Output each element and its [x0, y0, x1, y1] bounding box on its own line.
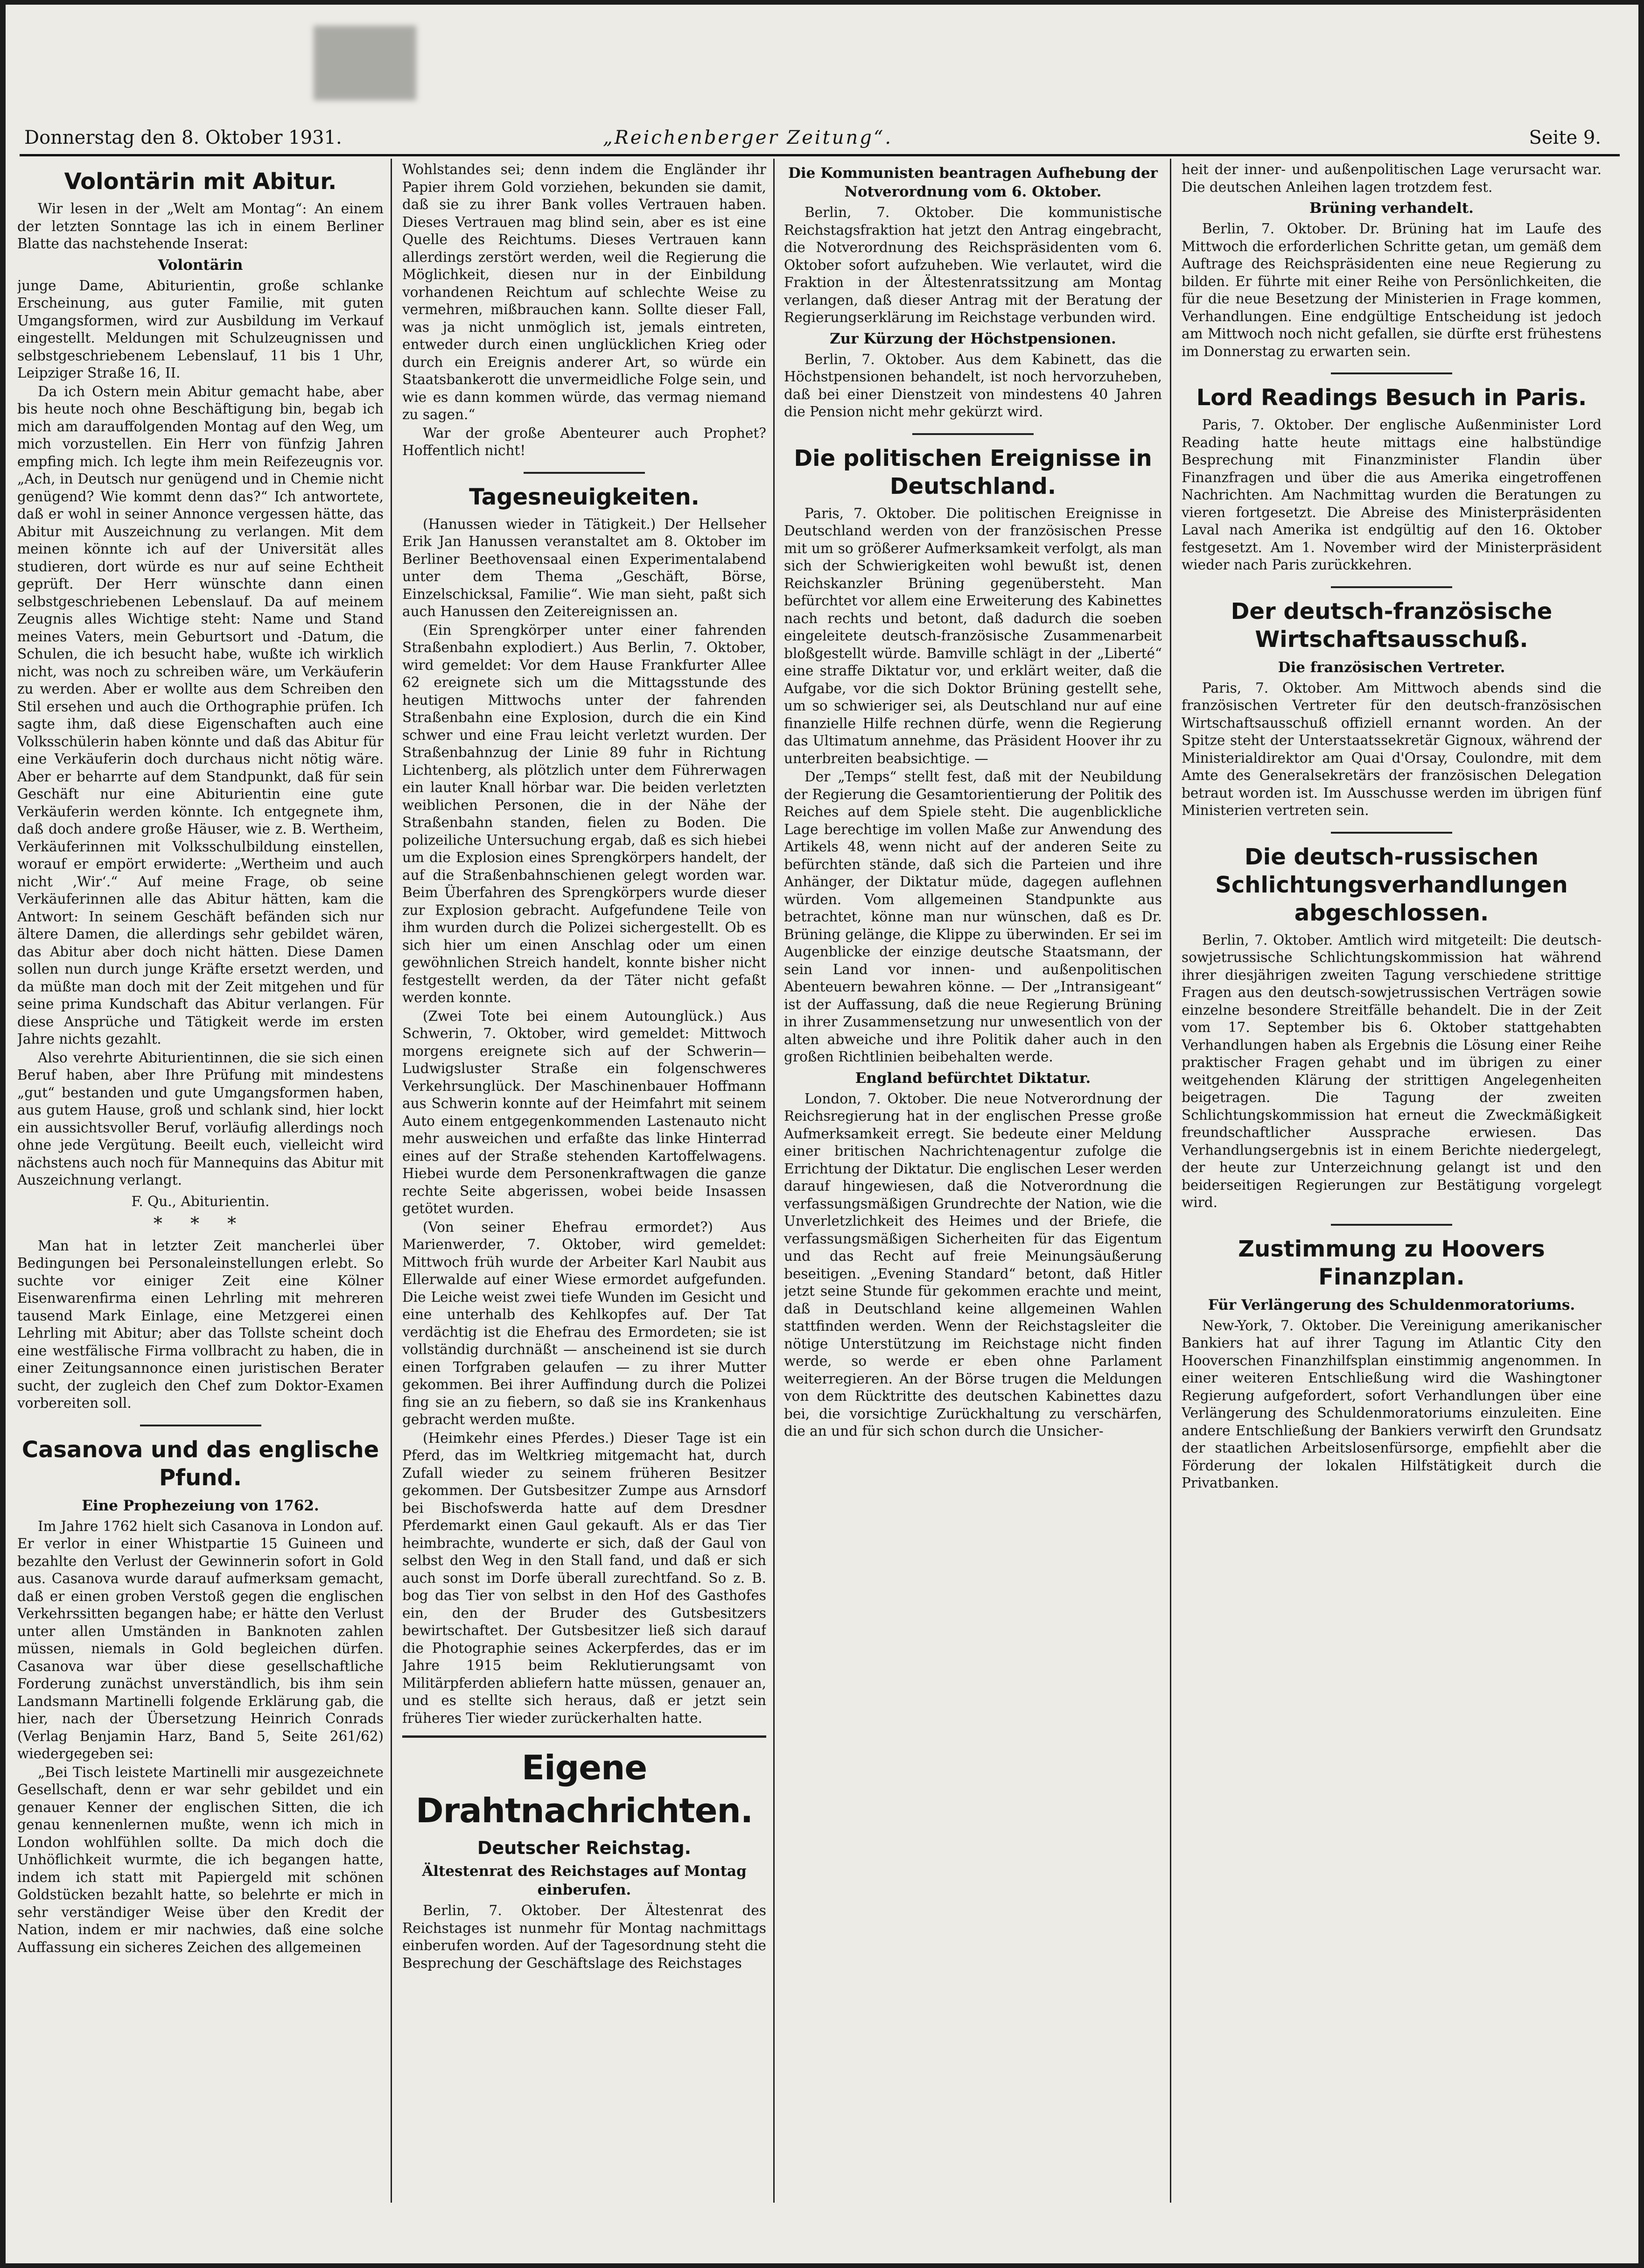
- article-title-schlichtung: Die deutsch-russischen Schlichtungsverhandlungen abgeschlossen.: [1215, 843, 1568, 926]
- article-title-volontaerin: Volontärin mit Abitur.: [64, 169, 337, 195]
- article-subtitle: Die französischen Vertreter.: [1278, 659, 1505, 676]
- column-1: [17, 161, 384, 2207]
- article-headline: England befürchtet Diktatur.: [855, 1069, 1091, 1087]
- issue-date: Donnerstag den 8. Oktober 1931.: [24, 127, 342, 148]
- column-3: [784, 161, 1162, 2207]
- newspaper-name: „Reichenberger Zeitung“.: [603, 127, 893, 148]
- masthead: [24, 124, 1620, 152]
- section-title-drahtnachrichten: Eigene Drahtnachrichten.: [415, 1748, 753, 1830]
- ad-title: Volontärin: [158, 256, 243, 274]
- article-paragraph: Im Jahre 1762 hielt sich Casanova in London auf. Er verlor in einer Whistpartie 15 Guineen und bezahlte den Verlust der Gewinnerin sofort in Gold aus. Casanova wurde darauf aufmerksam gemacht, daß er einen groben Verstoß gegen die englischen Verkehrssitten begangen habe; er hätte den Verlust unter allen Umständen in Banknoten zahlen müssen, niemals in Gold begleichen dürfen. Casanova war über diese gesellschaftliche Forderung zunächst unverständlich, bis ihm sein Landsmann Martinelli folgende Erklärung gab, die hier, nach der Übersetzung Heinrich Conrads (Verlag Benjamin Harz, Band 5, Seite 261/62) wiedergegeben sei:: [17, 1518, 384, 1762]
- article-headline: Zur Kürzung der Höchstpensionen.: [830, 330, 1116, 347]
- article-paragraph: Berlin, 7. Oktober. Die kommunistische Reichstagsfraktion hat jetzt den Antrag eingebracht, die Notverordnung des Reichspräsidenten vom 6. Oktober sofort aufzuheben. Wie verlautet, wird die Fraktion in der Ältestenratssitzung am Montag verlangen, daß dieser Antrag mit der Beratung der Regierungserklärung im Reichstage verbunden wird.: [784, 204, 1162, 325]
- article-paragraph: Berlin, 7. Oktober. Amtlich wird mitgeteilt: Die deutsch-sowjetrussische Schlichtungskommission hat während ihrer diesjährigen zweiten Tagung verschiedene strittige Fragen aus den deutsch-sowjetrussischen Verträgen sowie einzelne besondere Streitfälle behandelt. Die in der Zeit vom 17. September bis 6. Oktober stattgehabten Verhandlungen haben als Ergebnis die Lösung einer Reihe praktischer Fragen gehabt und im übrigen zu einer weitgehenden Klärung der strittigen Angelegenheiten beigetragen. Die Tagung der zweiten Schlichtungskommission hat erneut die Zweckmäßigkeit freundschaftlicher Aussprache erwiesen. Das Verhandlungsergebnis ist in einem Berichte niedergelegt, der heute zur Unterzeichnung gelangt ist und den beiderseitigen Regierungen zur Bestätigung vorgelegt wird.: [1182, 932, 1602, 1210]
- article-title-lord-reading: Lord Readings Besuch in Paris.: [1196, 385, 1587, 411]
- article-paragraph: War der große Abenteurer auch Prophet? Hoffentlich nicht!: [402, 425, 766, 458]
- column-4: [1182, 161, 1602, 2207]
- article-paragraph: Da ich Ostern mein Abitur gemacht habe, aber bis heute noch ohne Beschäftigung bin, begab ich mich am darauffolgenden Montag auf den Weg, um mich vorzustellen. Ein Herr von fünfzig Jahren empfing mich. Ich legte ihm mein Reifezeugnis vor. „Ach, in Deutsch nur genügend und in Chemie nicht genügend? Wie kommt denn das?“ Ich antwortete, daß er wohl in seiner Annonce vergessen hätte, das Abitur mit Auszeichnung zu verlangen. Mit dem meinen könnte ich auf der Universität alles studieren, dort würde es nur auf seine Echtheit geprüft. Der Herr wünschte dann einen selbstgeschriebenen Lebenslauf. Da auf meinem Zeugnis alles Wichtige steht: Name und Stand meines Vaters, mein Geburtsort und -Datum, die Schulen, die ich besucht habe, wußte ich wirklich nicht, was noch zu schreiben wäre, um Verkäuferin zu werden. Aber er wollte aus dem Schreiben den Stil ersehen und auch die Orthographie prüfen. Ich sagte ihm, daß diese Eigenschaften auch eine Volksschülerin haben könnte und daß das Abitur für eine Verkäuferin doch durchaus nicht nötig wäre. Aber er beharrte auf dem Standpunkt, daß für sein Geschäft nur eine Abiturientin eine gute Verkäuferin werden könnte. Ich entgegnete ihm, daß doch andere große Häuser, wie z. B. Wertheim, Verkäuferinnen mit Volksschulbildung einstellen, worauf er empört erwiderte: „Wertheim und auch nicht ‚Wir‘.“ Auf meine Frage, ob seine Verkäuferinnen alle das Abitur hätten, kam die Antwort: In seinem Geschäft befänden sich nur ältere Damen, die allerdings sehr gebildet wären, das Abitur aber doch nicht hätten. Diese Damen sollen nun durch junge Kräfte ersetzt werden, und da müßte man doch mit der Zeit mitgehen und für seine prima Kundschaft das Abitur verlangen. Für diese Ansprüche und Tätigkeit werde im ersten Jahre nichts gezahlt.: [17, 383, 384, 1047]
- article-title-casanova: Casanova und das englische Pfund.: [21, 1436, 379, 1491]
- article-paragraph: London, 7. Oktober. Die neue Notverordnung der Reichsregierung hat in der englischen Presse große Aufmerksamkeit erregt. Sie bedeute einer Meldung einer britischen Nachrichtenagentur zufolge die Errichtung der Diktatur. Die englischen Leser werden darauf hingewiesen, daß die Notverordnung die verfassungsmäßigen Grundrechte der Nation, wie die Unverletzlichkeit des Heimes und der Briefe, die verfassungsmäßigen Sicherheiten für das Eigentum und das Recht auf freie Meinungsäußerung beseitigen. „Evening Standard“ betont, daß Hitler jetzt seine Stunde für gekommen erachte und meint, daß in Deutschland keine allgemeinen Wahlen stattfinden werden. Wenn der Reichstagsleiter die nötige Unterstützung im Reichstage nicht finden werde, so werde er eben ohne Parlament weiterregieren. An der Börse trugen die Meldungen von dem Rücktritte des deutschen Kabinettes dazu bei, die vorsichtige Zurückhaltung zu verschärfen, die an und für sich schon durch die Unsicher-: [784, 1090, 1162, 1439]
- scan-smudge: [314, 26, 416, 100]
- article-paragraph: Also verehrte Abiturientinnen, die sie sich einen Beruf haben, aber Ihre Prüfung mit mindestens „gut“ bestanden und gute Umgangsformen haben, aus gutem Hause, groß und schlank sind, hier lockt ein aussichtsvoller Beruf, vorläufig allerdings noch ohne jede Vergütung. Beeilt euch, vielleicht wird nächstens auch noch für Mannequins das Abitur mit Auszeichnung verlangt.: [17, 1049, 384, 1188]
- article-signature: F. Qu., Abiturientin.: [131, 1193, 270, 1209]
- section-rule: [1331, 832, 1452, 834]
- article-headline: Brüning verhandelt.: [1309, 200, 1474, 217]
- section-rule: [912, 433, 1034, 435]
- article-headline: Ältestenrat des Reichstages auf Montag einberufen.: [422, 1863, 747, 1898]
- ad-text: junge Dame, Abiturientin, große schlanke Erscheinung, aus guter Familie, mit guten Umgangsformen, wird zur Ausbildung im Verkauf eingestellt. Meldungen mit Schulzeugnissen und selbstgeschriebenem Lebenslauf, 11 bis 1 Uhr, Leipziger Straße 16, II.: [17, 277, 384, 381]
- news-item: (Hanussen wieder in Tätigkeit.) Der Hellseher Erik Jan Hanussen veranstaltet am 8. Oktober im Berliner Beethovensaal einen Experimentalabend unter dem Thema „Geschäft, Börse, Einzelschicksal, Familie“. Wie man sieht, paßt sich auch Hanussen den Zeitereignissen an.: [402, 516, 766, 619]
- section-rule: [1331, 1224, 1452, 1226]
- article-paragraph: Paris, 7. Oktober. Der englische Außenminister Lord Reading hatte heute mittags eine halbstündige Besprechung mit Finanzminister Flandin über Finanzfragen und über die aus Amerika eingetroffenen Nachrichten. Am Nachmittag wurden die Beratungen zu vieren fortgesetzt. Die Abreise des Ministerpräsidenten Laval nach Amerika ist endgültig auf den 16. Oktober festgesetzt. Am 1. November wird der Ministerpräsident wieder nach Paris zurückkehren.: [1182, 417, 1602, 573]
- article-paragraph: New-York, 7. Oktober. Die Vereinigung amerikanischer Bankiers hat auf ihrer Tagung im Atlantic City den Hooverschen Finanzhilfsplan einstimmig angenommen. In einer weiteren Entschließung wird die Washingtoner Regierung aufgefordert, sofort Verhandlungen über eine Verlängerung des Schuldenmoratoriums einzuleiten. Eine andere Entschließung der Bankiers verwirft den Grundsatz der staatlichen Arbeitslosenfürsorge, empfiehlt aber die Förderung der lokalen Hilfstätigkeit durch die Privatbanken.: [1182, 1317, 1602, 1491]
- section-rule: [140, 1425, 261, 1426]
- article-paragraph: Wohlstandes sei; denn indem die Engländer ihr Papier ihrem Gold vorziehen, bekunden sie damit, daß sie zu ihrer Bank volles Vertrauen haben. Dieses Vertrauen mag blind sein, aber es ist eine Quelle des Reichtums. Dieses Vertrauen kann allerdings zerstört werden, weil die Regierung die Möglichkeit, diesen nur in der Einbildung vorhandenen Reichtum auf schlechte Weise zu vermehren, mißbrauchen kann. Sollte dieser Fall, was ja nicht unmöglich ist, jemals eintreten, entweder durch einen unglücklichen Krieg oder durch ein Ereignis anderer Art, so würde ein Staatsbankerott die unvermeidliche Folge sein, und wie es dann kommen würde, das vermag niemand zu sagen.“: [402, 161, 766, 422]
- column-divider: [773, 159, 775, 2203]
- section-title-tagesneuigkeiten: Tagesneuigkeiten.: [469, 484, 700, 510]
- article-paragraph: heit der inner- und außenpolitischen Lage verursacht war. Die deutschen Anleihen lagen trotzdem fest.: [1182, 161, 1602, 195]
- article-paragraph: Paris, 7. Oktober. Die politischen Ereignisse in Deutschland werden von der französischen Presse mit um so größerer Aufmerksamkeit verfolgt, als man sich der Schwierigkeiten wohl bewußt ist, denen Reichskanzler Brüning gegenübersteht. Man befürchtet vor allem eine Erweiterung des Kabinettes nach rechts und betont, daß dadurch die soeben eingeleitete deutsch-französische Zusammenarbeit bloßgestellt würde. Bamville schlägt in der „Liberté“ eine straffe Diktatur vor, und erklärt weiter, daß die Aufgabe, vor die sich Doktor Brüning gestellt sehe, um so schwieriger sei, als Deutschland nur auf eine finanzielle Hilfe rechnen dürfe, wenn die Regierung das Ultimatum annehme, das Präsident Hoover ihr zu unterbreiten beabsichtige. —: [784, 505, 1162, 766]
- article-subtitle: Eine Prophezeiung von 1762.: [82, 1497, 319, 1514]
- section-subtitle: Deutscher Reichstag.: [477, 1838, 692, 1858]
- column-divider: [1170, 159, 1171, 2203]
- news-item: (Ein Sprengkörper unter einer fahrenden Straßenbahn explodiert.) Aus Berlin, 7. Oktober, wird gemeldet: Vor dem Hause Frankfurter Allee 62 ereignete sich um die Mittagsstunde des heutigen Mittwochs unter der fahrenden Straßenbahn eine Explosion, durch die ein Kind schwer und eine Frau leicht verletzt wurden. Der Straßenbahnzug der Linie 89 fuhr in Richtung Lichtenberg, als plötzlich unter dem Führerwagen ein lauter Knall hörbar war. Die beiden verletzten weiblichen Personen, die in der Nähe der Straßenbahn standen, fielen zu Boden. Die polizeiliche Untersuchung ergab, daß es sich hiebei um die Explosion eines Sprengkörpers handelt, der auf die Straßenbahnschienen gelegt worden war. Beim Überfahren des Sprengkörpers wurde dieser zur Explosion gebracht. Aufgefundene Teile von ihm wurden durch die Polizei sichergestellt. Ob es sich hier um einen Anschlag oder um einen gewöhnlichen Streich handelt, konnte bisher nicht festgestellt werden, da der Täter nicht gefaßt werden konnte.: [402, 622, 766, 1005]
- article-paragraph: Wir lesen in der „Welt am Montag“: An einem der letzten Sonntage las ich in einem Berliner Blatte das nachstehende Inserat:: [17, 201, 384, 252]
- section-rule: [1331, 586, 1452, 588]
- section-rule: [402, 1735, 766, 1738]
- section-rule: [524, 472, 645, 474]
- article-title-politische-ereignisse: Die politischen Ereignisse in Deutschland.: [794, 445, 1152, 499]
- article-title-hoover: Zustimmung zu Hoovers Finanzplan.: [1238, 1236, 1545, 1290]
- header-rule: [20, 154, 1620, 156]
- news-item: (Von seiner Ehefrau ermordet?) Aus Marienwerder, 7. Oktober, wird gemeldet: Mittwoch früh wurde der Arbeiter Karl Naubit aus Ellerwalde auf einer Wiese ermordet aufgefunden. Die Leiche weist zwei tiefe Wunden im Gesicht und eine unterhalb des Kehlkopfes auf. Der Tat verdächtig ist die Ehefrau des Ermordeten; sie ist vollständig durchnäßt — anscheinend ist sie durch einen Torfgraben gelaufen — zu ihrer Mutter gekommen. Bei ihrer Auffindung durch die Polizei fing sie an zu fiebern, so daß sie ins Krankenhaus gebracht werden mußte.: [402, 1219, 766, 1427]
- article-paragraph: Berlin, 7. Oktober. Dr. Brüning hat im Laufe des Mittwoch die erforderlichen Schritte getan, um gemäß dem Auftrage des Reichspräsidenten eine neue Regierung zu bilden. Er führte mit einer Reihe von Persönlichkeiten, die für die neue Besetzung der Ministerien in Frage kommen, Verhandlungen. Eine endgültige Entscheidung ist jedoch am Mittwoch noch nicht gefallen, sie dürfte erst frühestens im Donnerstag zu erwarten sein.: [1182, 221, 1602, 359]
- news-item: (Zwei Tote bei einem Autounglück.) Aus Schwerin, 7. Oktober, wird gemeldet: Mittwoch morgens ereignete sich auf der Schwerin—Ludwigsluster Straße ein folgenschweres Verkehrsunglück. Der Maschinenbauer Hoffmann aus Schwerin konnte auf der Heimfahrt mit seinem Auto einem entgegenkommenden Lastenauto nicht mehr ausweichen und erfaßte das linke Hinterrad eines auf der Straße stehenden Kartoffelwagens. Hiebei wurde dem Personenkraftwagen die ganze rechte Seite abgerissen, wobei beide Insassen getötet wurden.: [402, 1008, 766, 1216]
- article-paragraph: Berlin, 7. Oktober. Der Ältestenrat des Reichstages ist nunmehr für Montag nachmittags einberufen worden. Auf der Tagesordnung steht die Besprechung der Geschäftslage des Reichstages: [402, 1903, 766, 1971]
- article-paragraph: Paris, 7. Oktober. Am Mittwoch abends sind die französischen Vertreter für den deutsch-französischen Wirtschaftsausschuß offiziell ernannt worden. An der Spitze steht der Unterstaatssekretär Gignoux, während der Ministerialdirektor am Quai d'Orsay, Coulondre, mit dem Amte des Generalsekretärs der französischen Delegation betraut worden ist. Im Ausschusse werden im übrigen fünf Ministerien vertreten sein.: [1182, 680, 1602, 818]
- article-subtitle: Für Verlängerung des Schuldenmoratoriums.: [1208, 1296, 1575, 1313]
- article-title-wirtschaftsausschuss: Der deutsch-französische Wirtschaftsausschuß.: [1231, 598, 1553, 653]
- page-number: Seite 9.: [1529, 127, 1601, 148]
- section-stars: * * *: [153, 1213, 248, 1234]
- newspaper-page: [6, 5, 1638, 2263]
- article-paragraph: Der „Temps“ stellt fest, daß mit der Neubildung der Regierung die Gesamtorientierung der Politik des Reiches auf dem Spiele steht. Die augenblickliche Lage berechtige im vollen Maße zur Anwendung des Artikels 48, wenn nicht auf der anderen Seite zu befürchten stände, daß sich die Parteien und ihre Anhänger, der Diktatur müde, dagegen auflehnen würden. Vom allgemeinen Standpunkte aus betrachtet, könne man nur wünschen, daß es Dr. Brüning gelänge, die Klippe zu überwinden. Er sei im Augenblicke der einzige deutsche Staatsmann, der sein Land vor innen- und außenpolitischen Abenteuern bewahren könne. — Der „Intransigeant“ ist der Auffassung, daß die neue Regierung Brüning in ihrer Zusammensetzung nur unwesentlich von der alten abweiche und ihre Politik daher auch in den großen Richtlinien beibehalten werde.: [784, 769, 1162, 1065]
- article-paragraph: Man hat in letzter Zeit mancherlei über Bedingungen bei Personaleinstellungen erlebt. So suchte vor einiger Zeit eine Kölner Eisenwarenfirma einen Lehrling mit mehreren tausend Mark Einlage, eine Metzgerei einen Lehrling mit Abitur; aber das Tollste scheint doch eine westfälische Firma vollbracht zu haben, die in einer Zeitungsannonce einen juristischen Berater sucht, der zugleich den Chef zum Doktor-Examen vorbereiten soll.: [17, 1237, 384, 1411]
- article-paragraph: Berlin, 7. Oktober. Aus dem Kabinett, das die Höchstpensionen behandelt, ist noch hervorzuheben, daß bei einer Dienstzeit von mindestens 40 Jahren die Pension nicht mehr gekürzt wird.: [784, 351, 1162, 420]
- column-2: [402, 161, 766, 2207]
- news-item: (Heimkehr eines Pferdes.) Dieser Tage ist ein Pferd, das im Weltkrieg mitgemacht hat, durch Zufall wieder zu seinem früheren Besitzer gekommen. Der Gutsbesitzer Zumpe aus Arnsdorf bei Bischofswerda hatte auf dem Dresdner Pferdemarkt einen Gaul gekauft. Als er das Tier heimbrachte, wunderte er sich, daß der Gaul von selbst den Weg in den Stall fand, und daß er sich auch sonst im Dorfe überall zurechtfand. So z. B. bog das Tier von selbst in den Hof des Gasthofes ein, den der Bruder des Gutsbesitzers bewirtschaftet. Der Gutsbesitzer ließ sich darauf die Photographie seines Ackerpferdes, das er im Jahre 1915 beim Reklutierungsamt von Militärpferden abliefern hatte müssen, genauer an, und es stellte sich heraus, daß er jetzt sein früheres Tier wieder zurückerhalten hatte.: [402, 1430, 766, 1726]
- article-paragraph: „Bei Tisch leistete Martinelli mir ausgezeichnete Gesellschaft, denn er war sehr gebildet und ein genauer Kenner der englischen Sitten, die ich genau kennenlernen mußte, wenn ich mich in London wohlfühlen sollte. Da mich doch die Unhöflichkeit wurmte, die ich begangen hatte, indem ich statt mit Papiergeld mit schönen Goldstücken bezahlt hatte, so belehrte er mich in sehr verständiger Weise über den Kredit der Nation, indem er mir nachwies, daß eine solche Auffassung ein sicheres Zeichen des allgemeinen: [17, 1764, 384, 1955]
- article-headline: Die Kommunisten beantragen Aufhebung der Notverordnung vom 6. Oktober.: [788, 165, 1158, 200]
- section-rule: [1331, 372, 1452, 374]
- column-divider: [391, 159, 392, 2203]
